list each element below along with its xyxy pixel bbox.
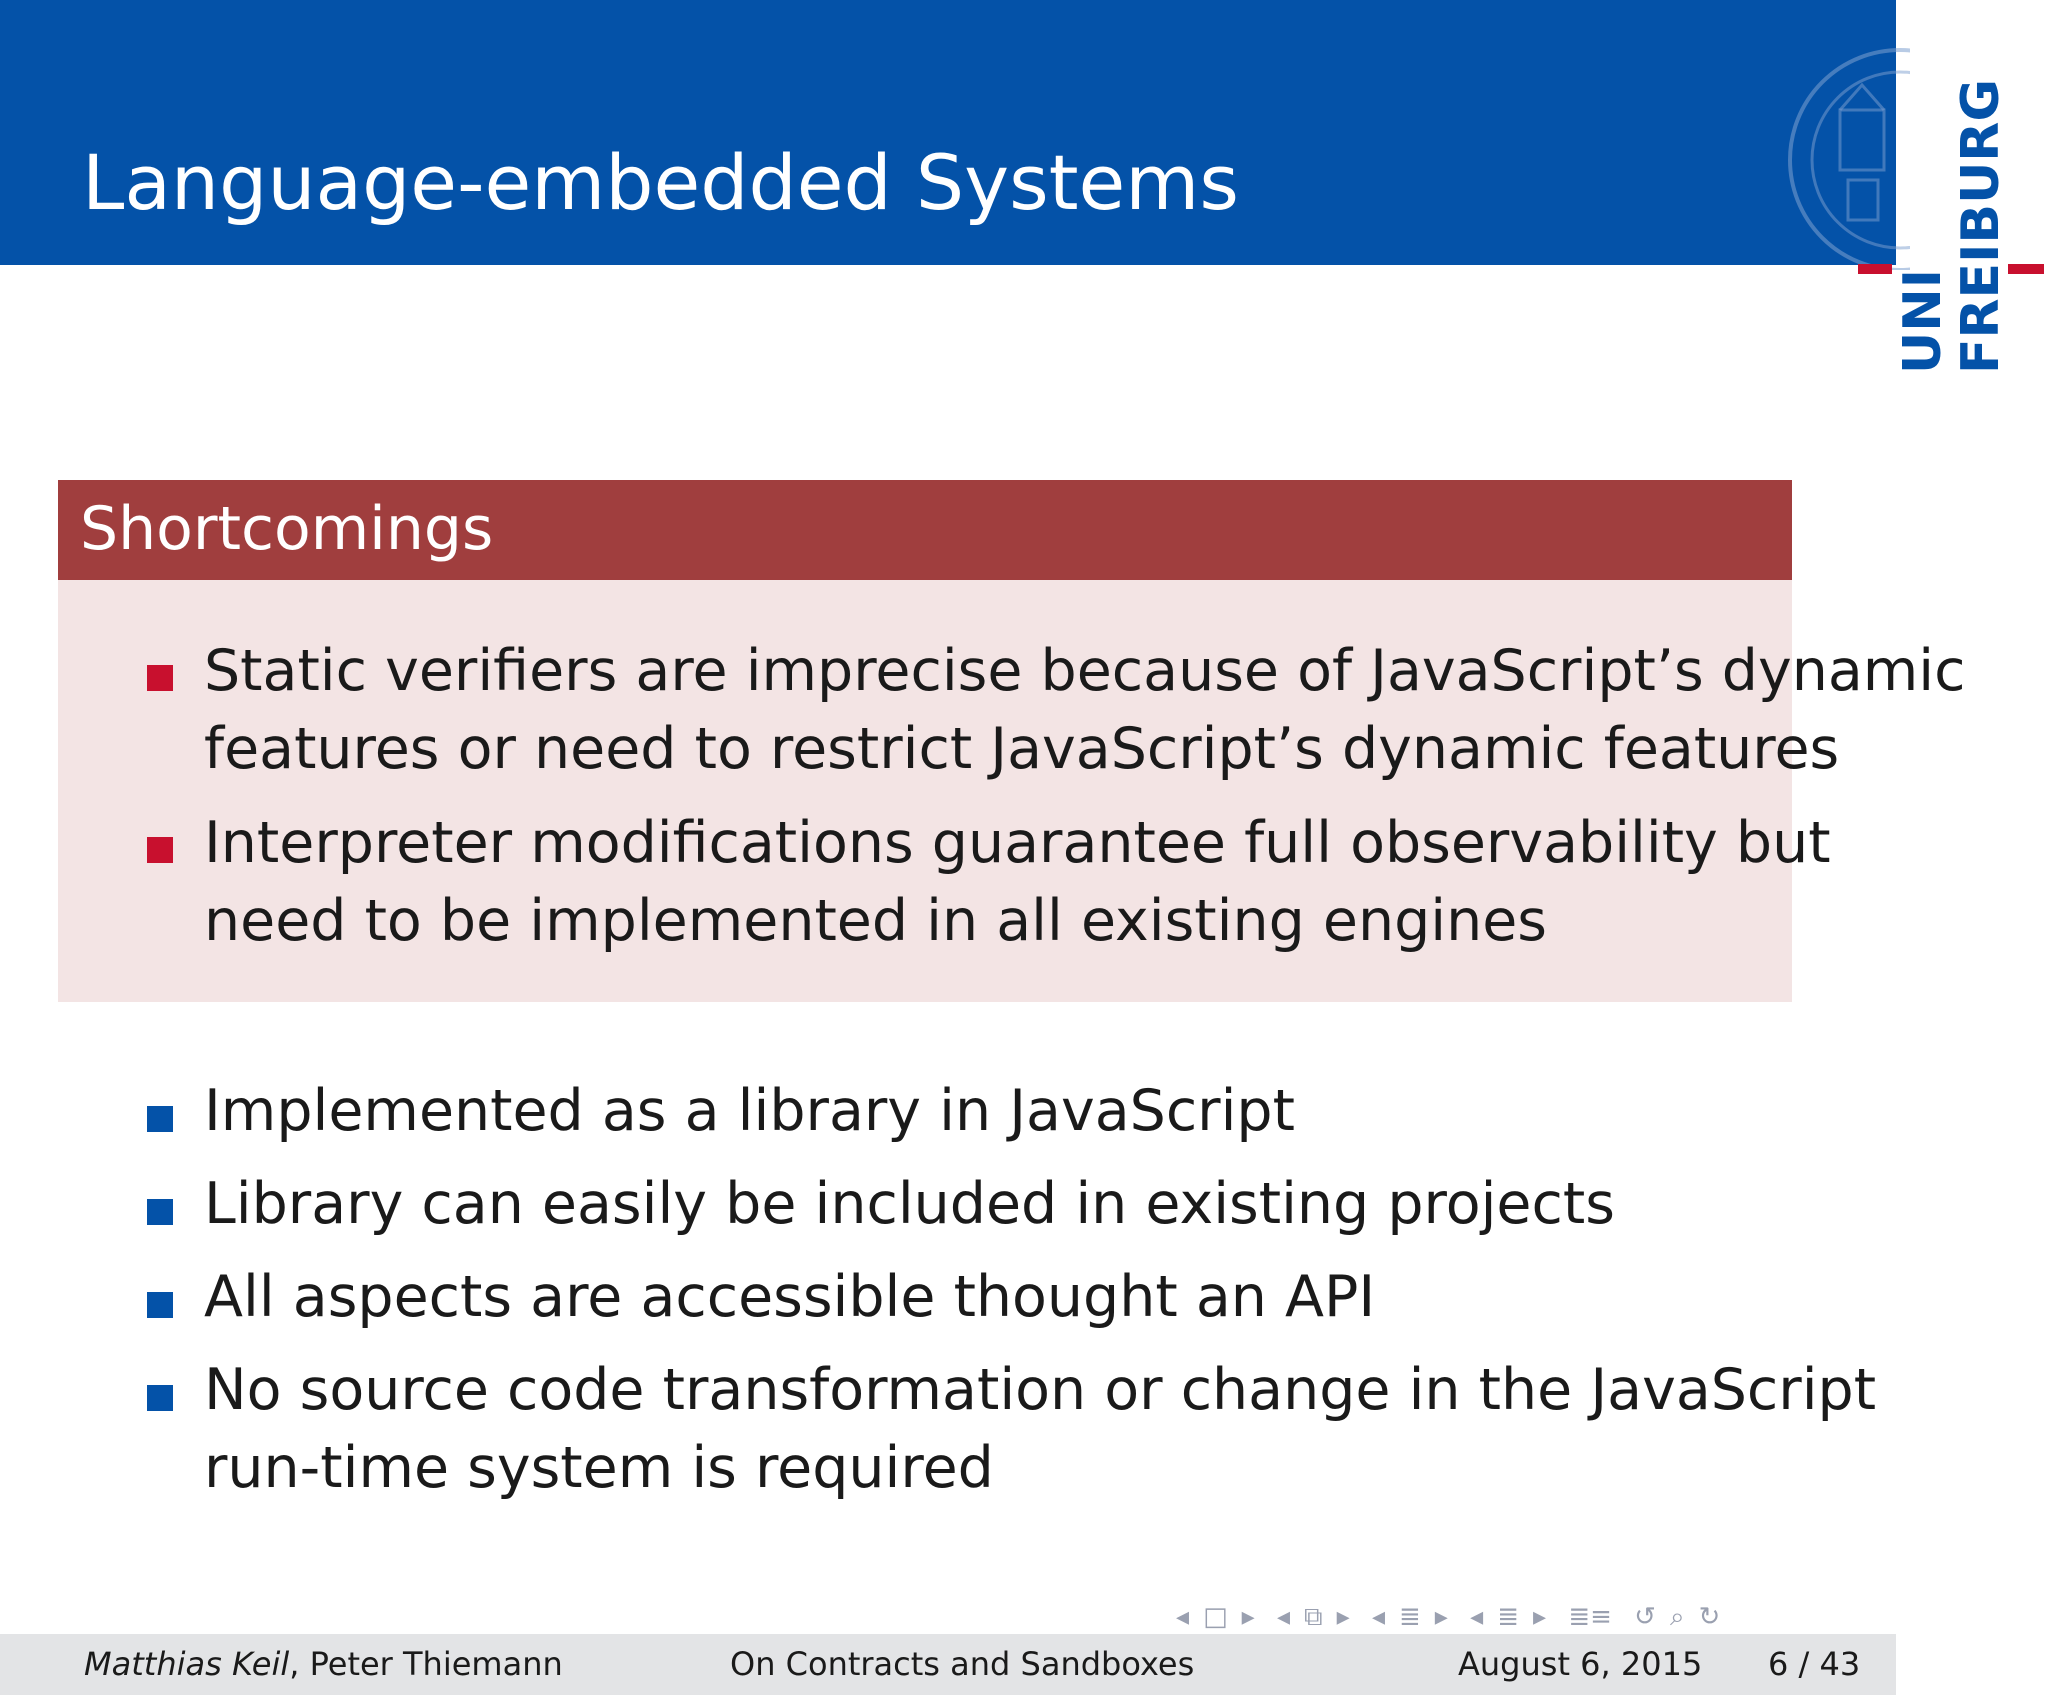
footer-talk-title: On Contracts and Sandboxes [730, 1645, 1195, 1683]
list-item [58, 804, 1831, 960]
nav-subsection-icon[interactable]: ≣ [1497, 1602, 1519, 1632]
footer-bar [0, 1634, 1896, 1695]
nav-next-subsection-icon[interactable]: ▸ [1532, 1602, 1547, 1632]
bullet-square-icon [147, 837, 173, 863]
bullet-line: All aspects are accessible thought an API [204, 1264, 1376, 1330]
bullet-line: need to be implemented in all existing engines [204, 888, 1548, 954]
beamer-navigation [1176, 1600, 1896, 1634]
wordmark-line-freiburg: FREIBURG [1951, 78, 2011, 374]
bullet-line: No source code transformation or change in the JavaScript [204, 1357, 1877, 1423]
block-header [58, 480, 1792, 580]
list-item [58, 1165, 1792, 1243]
nav-forward-icon[interactable]: ↻ [1698, 1602, 1721, 1632]
bullet-line: Static verifiers are imprecise because of JavaScript’s dynamic [204, 638, 1966, 704]
bullet-square-icon [147, 1385, 173, 1411]
list-item [58, 632, 1966, 788]
nav-search-icon[interactable]: ⌕ [1669, 1602, 1685, 1632]
logo-red-bar-left [1858, 264, 1892, 274]
nav-prev-frame-icon[interactable]: ◂ [1176, 1602, 1190, 1632]
nav-prev-subsection-icon[interactable]: ◂ [1470, 1602, 1484, 1632]
nav-back-icon[interactable]: ↺ [1634, 1602, 1656, 1632]
bullet-square-icon [147, 1199, 173, 1225]
nav-prev-section-icon[interactable]: ◂ [1371, 1602, 1385, 1632]
university-seal-icon [1760, 40, 1910, 270]
nav-next-slide-icon[interactable]: ▸ [1336, 1602, 1350, 1632]
footer-date: August 6, 2015 [1458, 1645, 1703, 1683]
slide-title: Language-embedded Systems [82, 138, 1239, 227]
footer-page-number: 6 / 43 [1768, 1645, 1861, 1683]
nav-next-frame-icon[interactable]: ▸ [1241, 1602, 1255, 1632]
footer-author-rest: , Peter Thiemann [289, 1645, 563, 1683]
list-item [58, 1258, 1792, 1336]
nav-next-section-icon[interactable]: ▸ [1434, 1602, 1448, 1632]
bullet-line: run-time system is required [204, 1435, 994, 1501]
nav-section-icon[interactable]: ≣ [1399, 1602, 1421, 1632]
nav-slide-icon[interactable]: ⧉ [1304, 1602, 1323, 1632]
features-list [58, 1072, 1877, 1523]
nav-prev-slide-icon[interactable]: ◂ [1276, 1602, 1291, 1632]
uni-freiburg-wordmark [1893, 78, 2034, 374]
list-item [58, 1351, 1877, 1507]
bullet-line: features or need to restrict JavaScript’s dynamic features [204, 716, 1840, 782]
wordmark-line-uni: UNI [1893, 268, 1953, 374]
bullet-square-icon [147, 665, 173, 691]
block-title: Shortcomings [80, 494, 494, 564]
bullet-line: Library can easily be included in existing projects [204, 1171, 1615, 1237]
footer-authors [84, 1634, 563, 1695]
bullet-square-icon [147, 1292, 173, 1318]
shortcomings-list [58, 632, 1966, 976]
nav-toc-icon[interactable]: ≣≡ [1568, 1602, 1612, 1632]
list-item [58, 1072, 1792, 1150]
title-bar [0, 0, 1896, 265]
nav-frame-icon[interactable]: □ [1203, 1602, 1228, 1632]
bullet-line: Interpreter modifications guarantee full observability but [204, 810, 1831, 876]
bullet-square-icon [147, 1106, 173, 1132]
bullet-line: Implemented as a library in JavaScript [204, 1078, 1295, 1144]
footer-author-italic: Matthias Keil [84, 1645, 290, 1683]
